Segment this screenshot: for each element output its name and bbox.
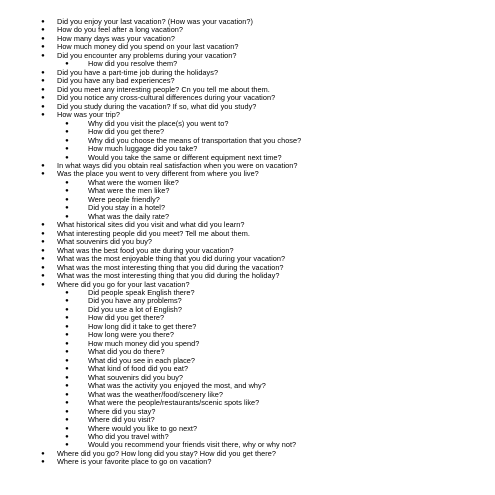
list-item	[40, 272, 475, 280]
sub-list-item	[40, 374, 475, 382]
question-text: Why did you choose the means of transportation that you chose?	[88, 136, 302, 145]
list-item	[40, 43, 475, 51]
list-item	[40, 170, 475, 178]
question-text: Where is your favorite place to go on vacation?	[57, 458, 212, 467]
sub-list-item	[40, 145, 475, 153]
question-text: What did you see in each place?	[88, 356, 196, 365]
bullet-icon: ●	[65, 442, 69, 449]
question-text: What was the most enjoyable thing that you did during your vacation?	[57, 255, 286, 264]
question-text: How long did it take to get there?	[88, 322, 197, 331]
sub-list-item	[40, 441, 475, 449]
question-text: What was the activity you enjoyed the most, and why?	[88, 382, 266, 391]
bullet-icon: ●	[41, 450, 45, 457]
bullet-icon: ●	[65, 433, 69, 440]
sub-list-item	[40, 348, 475, 356]
question-text: What was the best food you ate during your vacation?	[57, 246, 234, 255]
bullet-icon: ●	[41, 459, 45, 466]
question-text: What was the most interesting thing that you did during the vacation?	[57, 263, 284, 272]
bullet-icon: ●	[65, 425, 69, 432]
question-text: Did you have any problems?	[88, 297, 182, 306]
bullet-icon: ●	[65, 196, 69, 203]
question-text: Where would you like to go next?	[88, 424, 198, 433]
bullet-icon: ●	[65, 213, 69, 220]
bullet-icon: ●	[65, 332, 69, 339]
bullet-icon: ●	[65, 408, 69, 415]
bullet-icon: ●	[41, 256, 45, 263]
bullet-icon: ●	[41, 222, 45, 229]
list-item	[40, 281, 475, 289]
bullet-icon: ●	[41, 264, 45, 271]
question-text: Did you use a lot of English?	[88, 305, 182, 314]
bullet-icon: ●	[65, 417, 69, 424]
bullet-icon: ●	[65, 290, 69, 296]
list-item	[40, 77, 475, 85]
bullet-icon: ●	[41, 69, 45, 76]
question-list	[40, 18, 475, 467]
question-text: Why did you visit the place(s) you went to?	[88, 119, 229, 128]
bullet-icon: ●	[41, 171, 45, 178]
bullet-icon: ●	[41, 247, 45, 254]
question-text: Where did you stay?	[88, 407, 156, 416]
list-item	[40, 94, 475, 102]
bullet-icon: ●	[65, 391, 69, 398]
bullet-icon: ●	[41, 19, 45, 25]
sub-list-item	[40, 154, 475, 162]
sub-list-item	[40, 120, 475, 128]
question-text: Was the place you went to very different from where you live?	[57, 170, 259, 179]
question-text: Where did you go? How long did you stay? How did you get there?	[57, 449, 276, 458]
list-item	[40, 103, 475, 111]
sub-list-item	[40, 331, 475, 339]
sub-list-item	[40, 365, 475, 373]
list-item	[40, 52, 475, 60]
sub-list-item	[40, 204, 475, 212]
question-text: What were the people/restaurants/scenic spots like?	[88, 399, 260, 408]
sub-list-item	[40, 399, 475, 407]
bullet-icon: ●	[65, 129, 69, 136]
sub-list-item	[40, 60, 475, 68]
bullet-icon: ●	[65, 120, 69, 127]
question-text: Would you recommend your friends visit there, why or why not?	[88, 441, 297, 450]
bullet-icon: ●	[41, 86, 45, 93]
bullet-icon: ●	[65, 400, 69, 407]
sub-list-item	[40, 314, 475, 322]
question-text: How was your trip?	[57, 111, 120, 120]
sub-list-item	[40, 340, 475, 348]
bullet-icon: ●	[41, 112, 45, 119]
bullet-icon: ●	[65, 357, 69, 364]
list-item	[40, 111, 475, 119]
sub-list-item	[40, 323, 475, 331]
bullet-icon: ●	[41, 273, 45, 280]
list-item	[40, 230, 475, 238]
bullet-icon: ●	[41, 78, 45, 85]
sub-list-item	[40, 416, 475, 424]
question-text: How much luggage did you take?	[88, 145, 198, 154]
sub-list-item	[40, 187, 475, 195]
sub-list-item	[40, 196, 475, 204]
bullet-icon: ●	[65, 366, 69, 373]
bullet-icon: ●	[65, 137, 69, 144]
question-text: Did you notice any cross-cultural differences during your vacation?	[57, 94, 276, 103]
bullet-icon: ●	[41, 103, 45, 110]
bullet-icon: ●	[65, 340, 69, 347]
question-text: What souvenirs did you buy?	[88, 373, 184, 382]
bullet-icon: ●	[65, 154, 69, 161]
question-text: How do you feel after a long vacation?	[57, 26, 184, 35]
question-text: Did you have any bad experiences?	[57, 77, 175, 86]
bullet-icon: ●	[41, 239, 45, 246]
sub-list-item	[40, 213, 475, 221]
sub-list-item	[40, 179, 475, 187]
question-text: What was the most interesting thing that you did during the holiday?	[57, 272, 280, 281]
question-text: In what ways did you obtain real satisfaction when you were on vacation?	[57, 161, 298, 170]
list-item	[40, 238, 475, 246]
question-text: What was the weather/food/scenery like?	[88, 390, 223, 399]
bullet-icon: ●	[65, 315, 69, 322]
sub-list-item	[40, 357, 475, 365]
question-text: How did you resolve them?	[88, 60, 178, 69]
sub-list-item	[40, 289, 475, 297]
sub-list-item	[40, 297, 475, 305]
question-text: How much money did you spend?	[88, 339, 200, 348]
bullet-icon: ●	[65, 306, 69, 313]
question-text: How much money did you spend on your last vacation?	[57, 43, 239, 52]
question-text: What were the men like?	[88, 187, 170, 196]
sub-list-item	[40, 128, 475, 136]
question-text: How did you get there?	[88, 314, 165, 323]
bullet-icon: ●	[41, 52, 45, 59]
bullet-icon: ●	[65, 349, 69, 356]
list-item	[40, 264, 475, 272]
question-text: What souvenirs did you buy?	[57, 238, 153, 247]
list-item	[40, 458, 475, 466]
question-text: Did you encounter any problems during your vacation?	[57, 51, 237, 60]
bullet-icon: ●	[41, 95, 45, 102]
sub-list-item	[40, 408, 475, 416]
question-text: What interesting people did you meet? Tell me about them.	[57, 229, 250, 238]
list-item	[40, 69, 475, 77]
question-text: Did you have a part-time job during the holidays?	[57, 68, 219, 77]
list-item	[40, 221, 475, 229]
bullet-icon: ●	[65, 374, 69, 381]
question-text: Where did you visit?	[88, 416, 155, 425]
bullet-icon: ●	[41, 281, 45, 288]
bullet-icon: ●	[65, 179, 69, 186]
sub-list-item	[40, 391, 475, 399]
list-item	[40, 26, 475, 34]
question-text: What kind of food did you eat?	[88, 365, 189, 374]
question-text: Did you study during the vacation? If so, what did you study?	[57, 102, 257, 111]
question-text: How did you get there?	[88, 128, 165, 137]
question-text: Did you stay in a hotel?	[88, 204, 166, 213]
question-text: Would you take the same or different equipment next time?	[88, 153, 282, 162]
question-text: Did you meet any interesting people? Cn you tell me about them.	[57, 85, 270, 94]
list-item	[40, 247, 475, 255]
bullet-icon: ●	[41, 44, 45, 51]
question-text: Where did you go for your last vacation?	[57, 280, 190, 289]
list-item	[40, 35, 475, 43]
question-text: How long were you there?	[88, 331, 174, 340]
sub-list-item	[40, 425, 475, 433]
bullet-icon: ●	[65, 188, 69, 195]
sub-list-item	[40, 433, 475, 441]
question-text: Did you enjoy your last vacation? (How was your vacation?)	[57, 18, 253, 26]
list-item	[40, 450, 475, 458]
question-text: How many days was your vacation?	[57, 34, 175, 43]
list-item	[40, 86, 475, 94]
bullet-icon: ●	[65, 205, 69, 212]
question-text: Were people friendly?	[88, 195, 160, 204]
sub-list-item	[40, 306, 475, 314]
question-text: Did people speak English there?	[88, 289, 195, 297]
bullet-icon: ●	[65, 323, 69, 330]
question-text: Who did you travel with?	[88, 432, 169, 441]
question-text: What were the women like?	[88, 178, 179, 187]
bullet-icon: ●	[65, 298, 69, 305]
bullet-icon: ●	[65, 383, 69, 390]
bullet-icon: ●	[65, 146, 69, 153]
list-item	[40, 255, 475, 263]
question-text: What was the daily rate?	[88, 212, 170, 221]
sub-list-item	[40, 137, 475, 145]
bullet-icon: ●	[41, 35, 45, 42]
question-text: What historical sites did you visit and what did you learn?	[57, 221, 245, 230]
sub-list-item	[40, 382, 475, 390]
bullet-icon: ●	[41, 27, 45, 34]
question-text: What did you do there?	[88, 348, 165, 357]
list-item	[40, 18, 475, 26]
bullet-icon: ●	[41, 230, 45, 237]
list-item	[40, 162, 475, 170]
bullet-icon: ●	[41, 162, 45, 169]
bullet-icon: ●	[65, 61, 69, 68]
